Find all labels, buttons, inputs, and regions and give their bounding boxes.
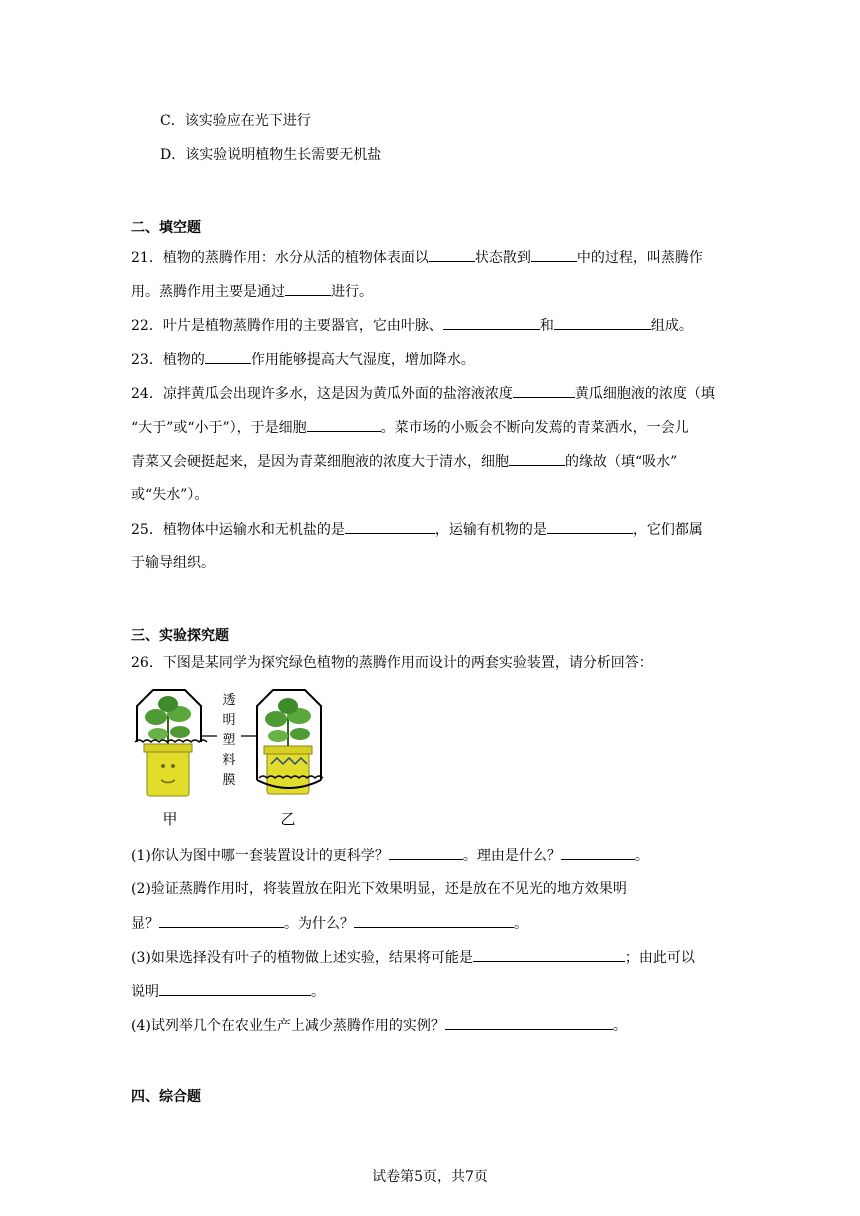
q26-part2-line1: (2)验证蒸腾作用时，将装置放在阳光下效果明显，还是放在不见光的地方效果明 [131,881,627,897]
q26-part2-line2: 显？ 。为什么？ 。 [131,913,528,934]
section-experiment-title: 三、实验探究题 [131,628,229,644]
pot-dot-jia-2 [171,764,175,768]
q24-line4: 或“失水”）。 [131,487,209,503]
figure-label-jia: 甲 [162,810,178,828]
figure-label-yi: 乙 [280,810,296,828]
label-char-5: 膜 [222,773,236,788]
q24-line2: “大于”或“小于”），于是细胞 。菜市场的小贩会不断向发蔫的青菜洒水，一会儿 [131,417,689,438]
label-char-1: 透 [222,693,236,708]
q26-stem: 26．下图是某同学为探究绿色植物的蒸腾作用而设计的两套实验装置，请分析回答： [131,655,653,671]
q24-line1: 24．凉拌黄瓜会出现许多水，这是因为黄瓜外面的盐溶液浓度 黄瓜细胞液的浓度（填 [131,383,715,404]
apparatus-jia [135,690,207,796]
section-fill-blank-title: 二、填空题 [131,220,201,236]
q26-part3-line2: 说明 。 [131,981,325,1002]
q23: 23．植物的 作用能够提高大气湿度，增加降水。 [131,349,475,370]
q24-line3: 青菜又会硬挺起来，是因为青菜细胞液的浓度大于清水，细胞 的缘故（填“吸水” [131,451,677,472]
q25-line1: 25．植物体中运输水和无机盐的是 ，运输有机物的是 ，它们都属 [131,519,703,540]
option-d: D．该实验说明植物生长需要无机盐 [160,147,382,163]
leaf-jia-1 [145,709,167,725]
pot-rim-yi [264,746,312,754]
q22: 22．叶片是植物蒸腾作用的主要器官，它由叶脉、 和 组成。 [131,315,693,336]
pot-rim-jia [144,744,192,752]
q26-part1: (1)你认为图中哪一套装置设计的更科学？ 。理由是什么？ 。 [131,845,649,866]
leaf-jia-3 [158,696,178,712]
pot-jia [147,746,189,796]
leaf-jia-5 [170,726,190,738]
leaf-yi-1 [265,711,287,727]
q26-part3-line1: (3)如果选择没有叶子的植物做上述实验，结果将可能是 ；由此可以 [131,947,695,968]
leaf-yi-5 [290,728,310,740]
q25-line2: 于输导组织。 [131,555,215,571]
label-char-2: 明 [222,713,236,728]
q21-line1: 21．植物的蒸腾作用：水分从活的植物体表面以 状态散到 中的过程，叫蒸腾作 [131,247,703,268]
section-comprehensive-title: 四、综合题 [131,1089,201,1105]
leaf-jia-4 [148,728,168,740]
q26-part4: (4)试列举几个在农业生产上减少蒸腾作用的实例？ 。 [131,1015,627,1036]
page-footer: 试卷第5页，共7页 [372,1169,488,1185]
experiment-apparatus-illustration [131,684,331,834]
label-char-3: 塑 [222,733,236,748]
experiment-figure [131,684,331,834]
q21-line2: 用。蒸腾作用主要是通过 进行。 [131,281,373,302]
apparatus-yi [257,690,323,794]
bag-tie-jia [135,740,207,742]
leaf-yi-4 [268,730,288,742]
pot-dot-jia-1 [161,764,165,768]
leaf-yi-3 [278,698,298,714]
label-char-4: 料 [222,753,236,768]
option-c: C．该实验应在光下进行 [160,113,311,129]
